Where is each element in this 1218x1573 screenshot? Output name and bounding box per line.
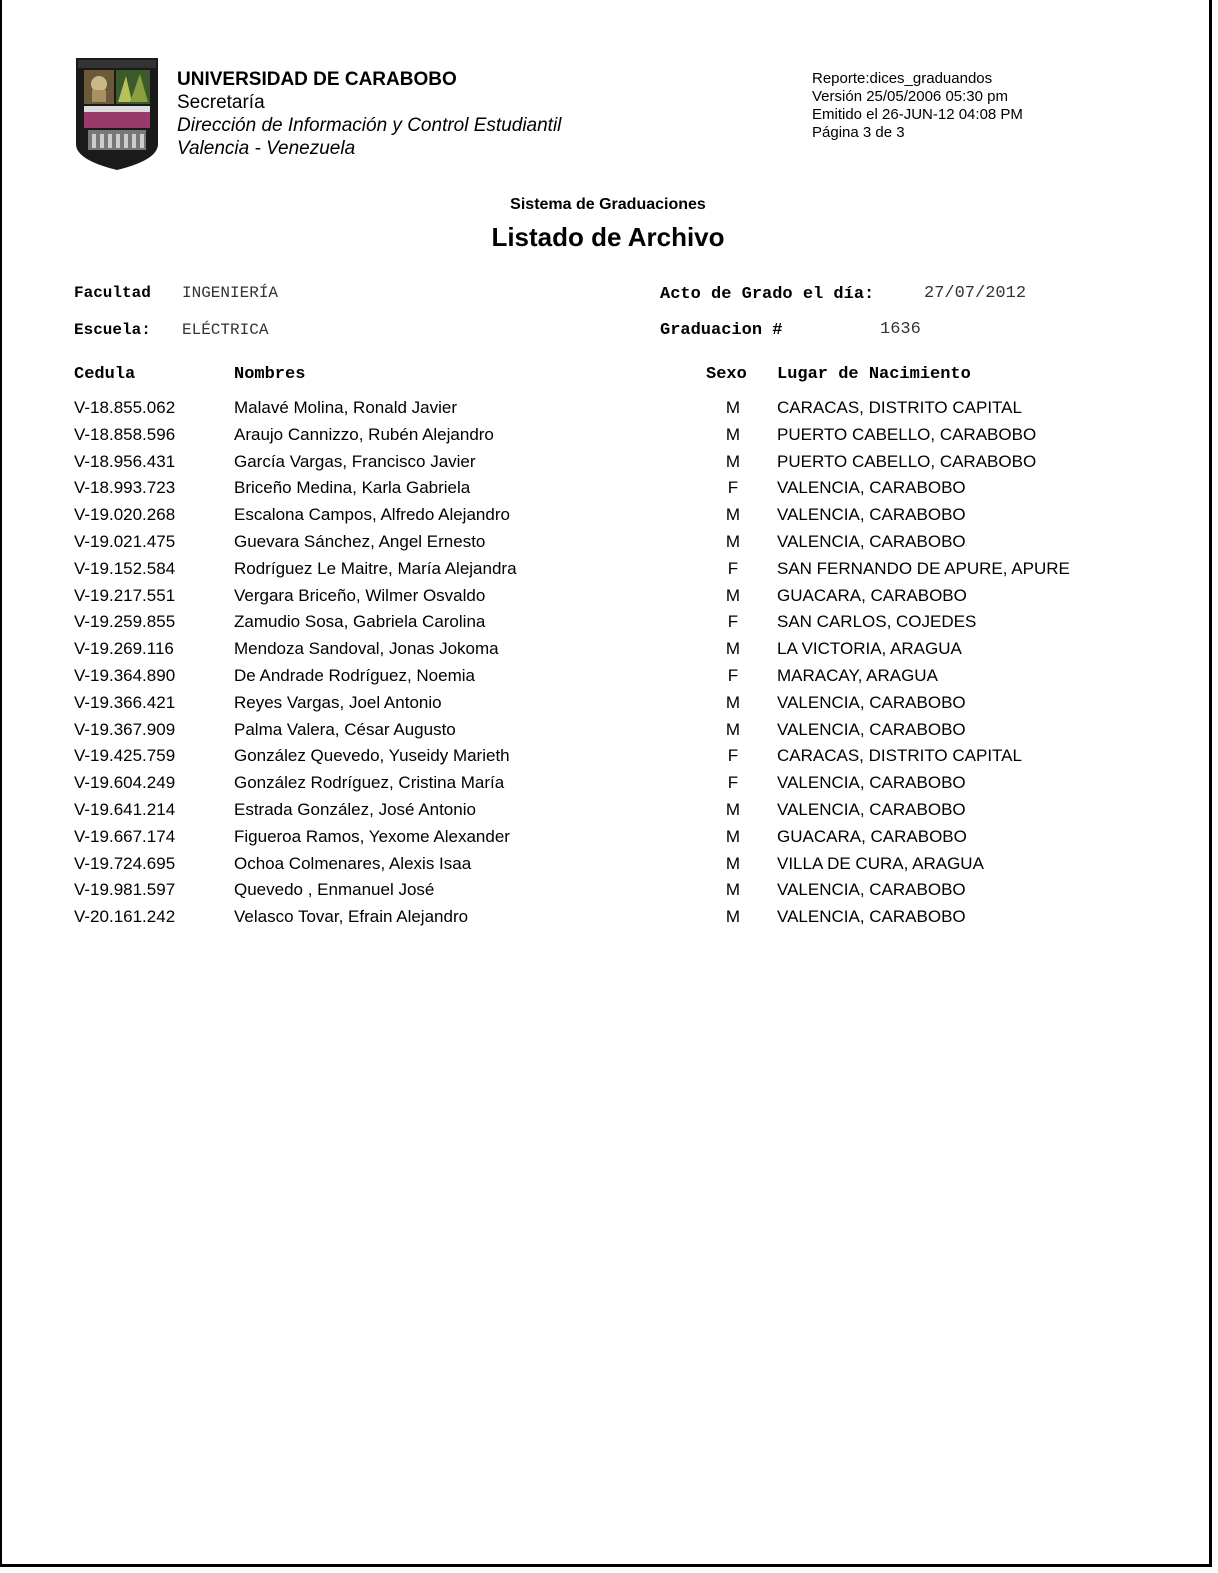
cedula-cell: V-19.152.584 <box>74 558 176 578</box>
cedula-cell: V-19.366.421 <box>74 692 176 712</box>
nombre-cell: Reyes Vargas, Joel Antonio <box>234 692 442 712</box>
cedula-cell: V-19.667.174 <box>74 826 176 846</box>
cedula-cell: V-19.021.475 <box>74 531 176 551</box>
nombre-cell: Zamudio Sosa, Gabriela Carolina <box>234 612 486 632</box>
column-header-sexo: Sexo <box>706 365 747 384</box>
cedula-cell: V-18.993.723 <box>74 478 176 498</box>
lugar-cell: CARACAS, DISTRITO CAPITAL <box>777 398 1022 417</box>
nombre-cell: De Andrade Rodríguez, Noemia <box>234 665 475 685</box>
nombre-cell: Guevara Sánchez, Angel Ernesto <box>234 531 486 551</box>
nombre-cell: Figueroa Ramos, Yexome Alexander <box>234 826 510 846</box>
escuela-label: Escuela: <box>74 321 151 339</box>
cedula-cell: V-18.855.062 <box>74 398 176 417</box>
cedula-cell: V-18.858.596 <box>74 424 176 444</box>
nombre-cell: Palma Valera, César Augusto <box>234 719 456 739</box>
graduates-table <box>2 398 1214 934</box>
nombre-cell: Vergara Briceño, Wilmer Osvaldo <box>234 585 486 605</box>
sexo-cell: M <box>725 692 741 712</box>
graduacion-label: Graduacion # <box>660 321 783 340</box>
report-issued: Emitido el 26-JUN-12 04:08 PM <box>812 106 1023 123</box>
sexo-cell: F <box>727 746 739 766</box>
table-row <box>2 827 1214 854</box>
sexo-cell: F <box>727 478 739 498</box>
sexo-cell: M <box>725 639 741 659</box>
acto-value: 27/07/2012 <box>924 284 1027 303</box>
nombre-cell: Rodríguez Le Maitre, María Alejandra <box>234 558 517 578</box>
lugar-cell: VALENCIA, CARABOBO <box>777 478 966 498</box>
cedula-cell: V-19.217.551 <box>74 585 176 605</box>
nombre-cell: Quevedo , Enmanuel José <box>234 880 435 900</box>
table-row <box>2 907 1214 934</box>
table-row <box>2 505 1214 532</box>
acto-label: Acto de Grado el día: <box>660 285 875 304</box>
table-row <box>2 693 1214 720</box>
system-title: Sistema de Graduaciones <box>510 196 706 213</box>
column-header-cedula: Cedula <box>74 365 136 384</box>
lugar-cell: PUERTO CABELLO, CARABOBO <box>777 424 1037 444</box>
document-title: Listado de Archivo <box>491 222 725 252</box>
cedula-cell: V-19.724.695 <box>74 853 176 873</box>
table-row <box>2 880 1214 907</box>
sexo-cell: M <box>725 826 741 846</box>
cedula-cell: V-19.020.268 <box>74 505 176 525</box>
cedula-cell: V-19.641.214 <box>74 799 176 819</box>
nombre-cell: Ochoa Colmenares, Alexis Isaa <box>234 853 472 873</box>
lugar-cell: VALENCIA, CARABOBO <box>777 505 966 525</box>
nombre-cell: González Quevedo, Yuseidy Marieth <box>234 746 510 766</box>
lugar-cell: CARACAS, DISTRITO CAPITAL <box>777 746 1022 766</box>
sexo-cell: M <box>725 398 741 417</box>
cedula-cell: V-20.161.242 <box>74 907 176 927</box>
lugar-cell: GUACARA, CARABOBO <box>777 585 967 605</box>
office-name: Dirección de Información y Control Estudiantil <box>177 115 562 136</box>
sexo-cell: F <box>727 665 739 685</box>
column-header-nombres: Nombres <box>234 365 306 384</box>
lugar-cell: SAN FERNANDO DE APURE, APURE <box>777 558 1070 578</box>
table-row <box>2 800 1214 827</box>
report-name: Reporte:dices_graduandos <box>812 70 993 87</box>
lugar-cell: VALENCIA, CARABOBO <box>777 880 966 900</box>
table-row <box>2 746 1214 773</box>
sexo-cell: M <box>725 853 741 873</box>
facultad-label: Facultad <box>74 284 151 302</box>
sexo-cell: M <box>725 505 741 525</box>
sexo-cell: M <box>725 531 741 551</box>
table-row <box>2 478 1214 505</box>
sexo-cell: F <box>727 558 739 578</box>
lugar-cell: MARACAY, ARAGUA <box>777 665 938 685</box>
sexo-cell: M <box>725 719 741 739</box>
table-row <box>2 452 1214 479</box>
table-row <box>2 559 1214 586</box>
column-header-lugar: Lugar de Nacimiento <box>777 365 971 384</box>
lugar-cell: VALENCIA, CARABOBO <box>777 907 966 927</box>
lugar-cell: SAN CARLOS, COJEDES <box>777 612 977 632</box>
table-row <box>2 532 1214 559</box>
institution-location: Valencia - Venezuela <box>177 138 356 159</box>
institution-header <box>177 68 561 160</box>
nombre-cell: González Rodríguez, Cristina María <box>234 773 505 793</box>
sexo-cell: M <box>725 880 741 900</box>
nombre-cell: García Vargas, Francisco Javier <box>234 451 476 471</box>
lugar-cell: VILLA DE CURA, ARAGUA <box>777 853 984 873</box>
lugar-cell: VALENCIA, CARABOBO <box>777 719 966 739</box>
sexo-cell: M <box>725 451 741 471</box>
graduacion-value: 1636 <box>880 320 921 339</box>
lugar-cell: VALENCIA, CARABOBO <box>777 692 966 712</box>
cedula-cell: V-18.956.431 <box>74 451 176 471</box>
university-seal-logo <box>74 56 160 172</box>
table-row <box>2 612 1214 639</box>
nombre-cell: Velasco Tovar, Efrain Alejandro <box>234 907 469 927</box>
university-name: UNIVERSIDAD DE CARABOBO <box>177 69 457 90</box>
lugar-cell: VALENCIA, CARABOBO <box>777 773 966 793</box>
department-name: Secretaría <box>177 92 265 113</box>
report-version: Versión 25/05/2006 05:30 pm <box>812 88 1008 105</box>
table-row <box>2 773 1214 800</box>
cedula-cell: V-19.364.890 <box>74 665 176 685</box>
table-row <box>2 666 1214 693</box>
page-number: Página 3 de 3 <box>812 124 905 141</box>
escuela-value: ELÉCTRICA <box>182 321 269 339</box>
table-row <box>2 398 1214 425</box>
lugar-cell: VALENCIA, CARABOBO <box>777 531 966 551</box>
table-row <box>2 586 1214 613</box>
nombre-cell: Malavé Molina, Ronald Javier <box>234 398 457 417</box>
table-row <box>2 425 1214 452</box>
nombre-cell: Briceño Medina, Karla Gabriela <box>234 478 471 498</box>
table-row <box>2 854 1214 881</box>
nombre-cell: Estrada González, José Antonio <box>234 799 476 819</box>
sexo-cell: F <box>727 773 739 793</box>
table-row <box>2 720 1214 747</box>
nombre-cell: Mendoza Sandoval, Jonas Jokoma <box>234 639 499 659</box>
lugar-cell: PUERTO CABELLO, CARABOBO <box>777 451 1037 471</box>
nombre-cell: Araujo Cannizzo, Rubén Alejandro <box>234 424 494 444</box>
cedula-cell: V-19.259.855 <box>74 612 176 632</box>
nombre-cell: Escalona Campos, Alfredo Alejandro <box>234 505 510 525</box>
lugar-cell: VALENCIA, CARABOBO <box>777 799 966 819</box>
sexo-cell: F <box>727 612 739 632</box>
lugar-cell: LA VICTORIA, ARAGUA <box>777 639 962 659</box>
sexo-cell: M <box>725 424 741 444</box>
facultad-value: INGENIERÍA <box>182 284 279 302</box>
cedula-cell: V-19.269.116 <box>74 639 174 659</box>
cedula-cell: V-19.981.597 <box>74 880 176 900</box>
table-row <box>2 639 1214 666</box>
sexo-cell: M <box>725 799 741 819</box>
cedula-cell: V-19.367.909 <box>74 719 176 739</box>
sexo-cell: M <box>725 907 741 927</box>
cedula-cell: V-19.425.759 <box>74 746 176 766</box>
report-info <box>812 70 1023 142</box>
lugar-cell: GUACARA, CARABOBO <box>777 826 967 846</box>
sexo-cell: M <box>725 585 741 605</box>
cedula-cell: V-19.604.249 <box>74 773 176 793</box>
